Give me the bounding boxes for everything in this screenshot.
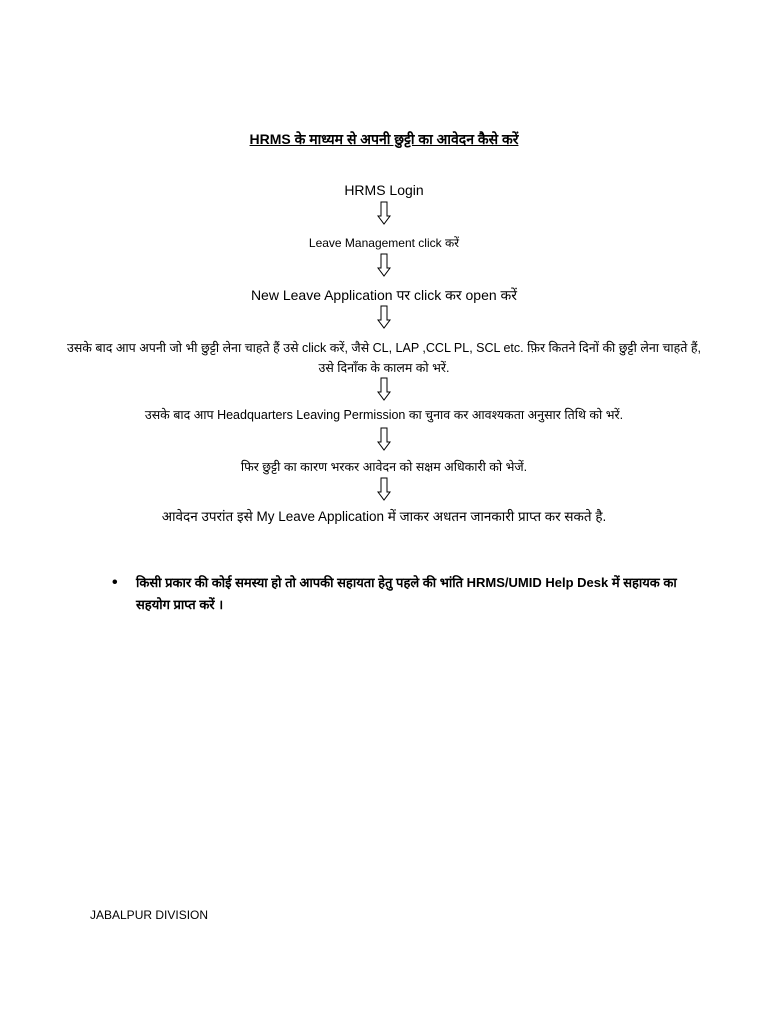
help-desk-text: किसी प्रकार की कोई समस्या हो तो आपकी सहायता हेतु पहले की भांति HRMS/UMID Help Desk में सहायक का सहयोग प्राप्त करें । (136, 575, 677, 612)
page-title: HRMS के माध्यम से अपनी छुट्टी का आवेदन कैसे करें (249, 131, 519, 147)
step-hrms-login: HRMS Login (344, 182, 424, 198)
footer-division: JABALPUR DIVISION (90, 908, 209, 922)
help-desk-note (112, 572, 692, 616)
down-arrow-icon (0, 477, 768, 501)
down-arrow-icon (0, 305, 768, 329)
down-arrow-icon (0, 377, 768, 401)
down-arrow-icon (0, 427, 768, 451)
step-submit-reason: फिर छुट्टी का कारण भरकर आवेदन को सक्षम अधिकारी को भेजें. (240, 460, 528, 474)
bullet-icon: • (112, 574, 118, 591)
step-new-leave-application: New Leave Application पर click कर open करें (250, 287, 518, 303)
step-headquarters-permission: उसके बाद आप Headquarters Leaving Permission का चुनाव कर आवश्यकता अनुसार तिथि को भरें. (144, 408, 624, 422)
down-arrow-icon (0, 253, 768, 277)
step-leave-management: Leave Management click करें (308, 236, 460, 250)
step-select-leave-type: उसके बाद आप अपनी जो भी छुट्टी लेना चाहते हैं उसे click करें, जैसे CL, LAP ,CCL PL, SCL etc. फ़िर कितने दिनों की छुट्टी लेना चाहते हैं, उसे दिनाँक के कालम को भरें. (67, 341, 701, 375)
step-my-leave-application: आवेदन उपरांत इसे My Leave Application में जाकर अधतन जानकारी प्राप्त कर सकते है. (161, 509, 607, 524)
down-arrow-icon (0, 201, 768, 225)
